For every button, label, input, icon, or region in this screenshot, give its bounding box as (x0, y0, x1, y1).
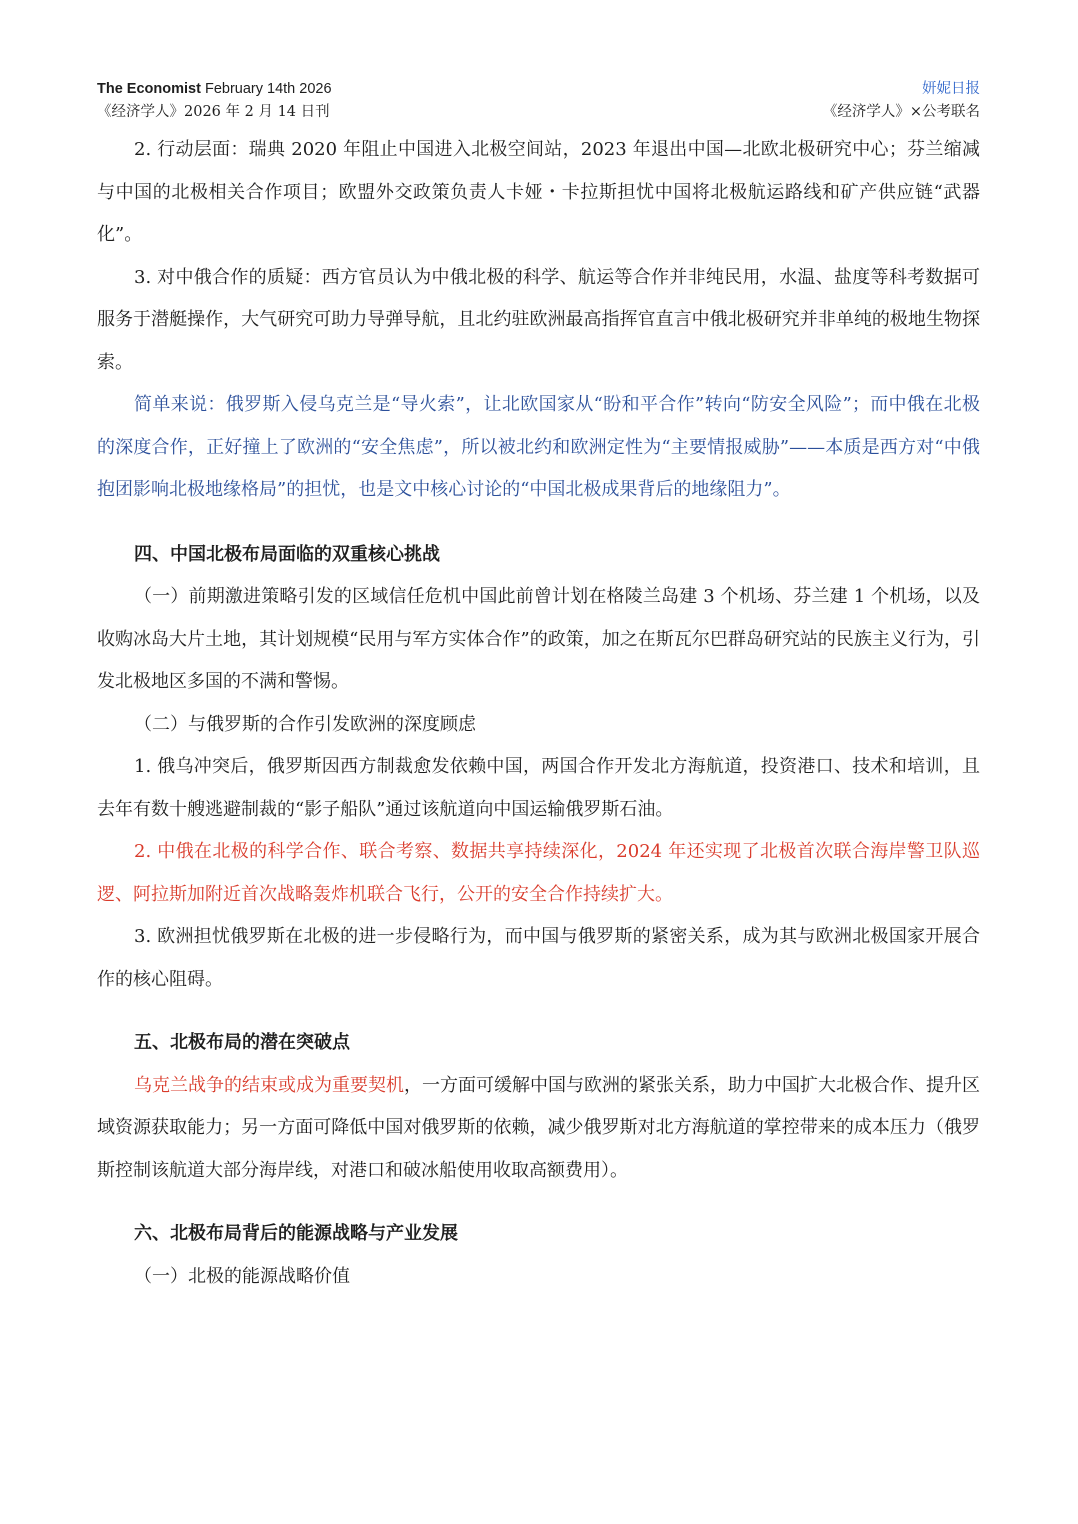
paragraph-breakthrough-rest: ，一方面可缓解中国与欧洲的紧张关系，助力中国扩大北极合作、提升区域资源获取能力；另一方面可降低中国对俄罗斯的依赖，减少俄罗斯对北方海航道的掌控带来的成本压力（俄罗斯控制该航道大部分海岸线，对港口和破冰船使用收取高额费用）。 (97, 1074, 980, 1181)
paragraph-europe-concern: （二）与俄罗斯的合作引发欧洲的深度顾虑 (134, 713, 476, 735)
issue-label: 《经济学人》2026 年 2 月 14 日刊 (97, 104, 330, 120)
brand-name: The Economist (97, 81, 201, 97)
paragraph-cooperation-doubt: 3. 对中俄合作的质疑：西方官员认为中俄北极的科学、航运等合作并非纯民用，水温、盐度等科考数据可服务于潜艇操作，大气研究可助力导弹导航，且北约驻欧洲最高指挥官直言中俄北极研究并非单纯的极地生物探索。 (97, 266, 980, 373)
spacer (97, 512, 980, 534)
paragraph-energy-value: （一）北极的能源战略价值 (134, 1265, 350, 1287)
collab-label: 《经济学人》×公考联名 (822, 104, 980, 120)
paragraph-sanctions: 1. 俄乌冲突后，俄罗斯因西方制裁愈发依赖中国，两国合作开发北方海航道，投资港口、技术和培训，且去年有数十艘逃避制裁的“影子船队”通过该航道向中国运输俄罗斯石油。 (97, 756, 980, 820)
publication-line (97, 79, 332, 99)
paragraph-obstacle: 3. 欧洲担忧俄罗斯在北极的进一步侵略行为，而中国与俄罗斯的紧密关系，成为其与欧洲北极国家开展合作的核心阻碍。 (97, 926, 980, 990)
source-link[interactable]: 妍妮日报 (922, 81, 980, 97)
paragraph-joint-cooperation: 2. 中俄在北极的科学合作、联合考察、数据共享持续深化，2024 年还实现了北极首次联合海岸警卫队巡逻、阿拉斯加附近首次战略轰炸机联合飞行，公开的安全合作持续扩大。 (97, 841, 980, 905)
issue-date: February 14th 2026 (204, 81, 332, 97)
section-heading-6: 六、北极布局背后的能源战略与产业发展 (134, 1223, 458, 1244)
paragraph-trust-crisis: （一）前期激进策略引发的区域信任危机中国此前曾计划在格陵兰岛建 3 个机场、芬兰建 1 个机场，以及收购冰岛大片土地，其计划规模“民用与军方实体合作”的政策，加之在斯瓦尔巴群岛研究站的民族主义行为，引发北极地区多国的不满和警惕。 (97, 586, 980, 692)
paragraph-summary: 简单来说：俄罗斯入侵乌克兰是“导火索”，让北欧国家从“盼和平合作”转向“防安全风险”；而中俄在北极的深度合作，正好撞上了欧洲的“安全焦虑”，所以被北约和欧洲定性为“主要情报威胁”——本质是西方对“中俄抱团影响北极地缘格局”的担忧，也是文中核心讨论的“中国北极成果背后的地缘阻力”。 (97, 394, 980, 500)
spacer (97, 1001, 980, 1022)
header-row-1 (97, 79, 980, 99)
section-heading-5: 五、北极布局的潜在突破点 (134, 1032, 350, 1053)
paragraph-breakthrough (97, 1065, 980, 1193)
paragraph-action-level: 2. 行动层面：瑞典 2020 年阻止中国进入北极空间站，2023 年退出中国—北欧北极研究中心；芬兰缩减与中国的北极相关合作项目；欧盟外交政策负责人卡娅・卡拉斯担忧中国将北极航运路线和矿产供应链“武器化”。 (97, 139, 980, 245)
spacer (97, 1192, 980, 1213)
highlight-opportunity: 乌克兰战争的结束或成为重要契机 (134, 1074, 404, 1096)
article-body (97, 129, 980, 1298)
header-row-2 (97, 102, 980, 122)
section-heading-4: 四、中国北极布局面临的双重核心挑战 (134, 543, 440, 565)
